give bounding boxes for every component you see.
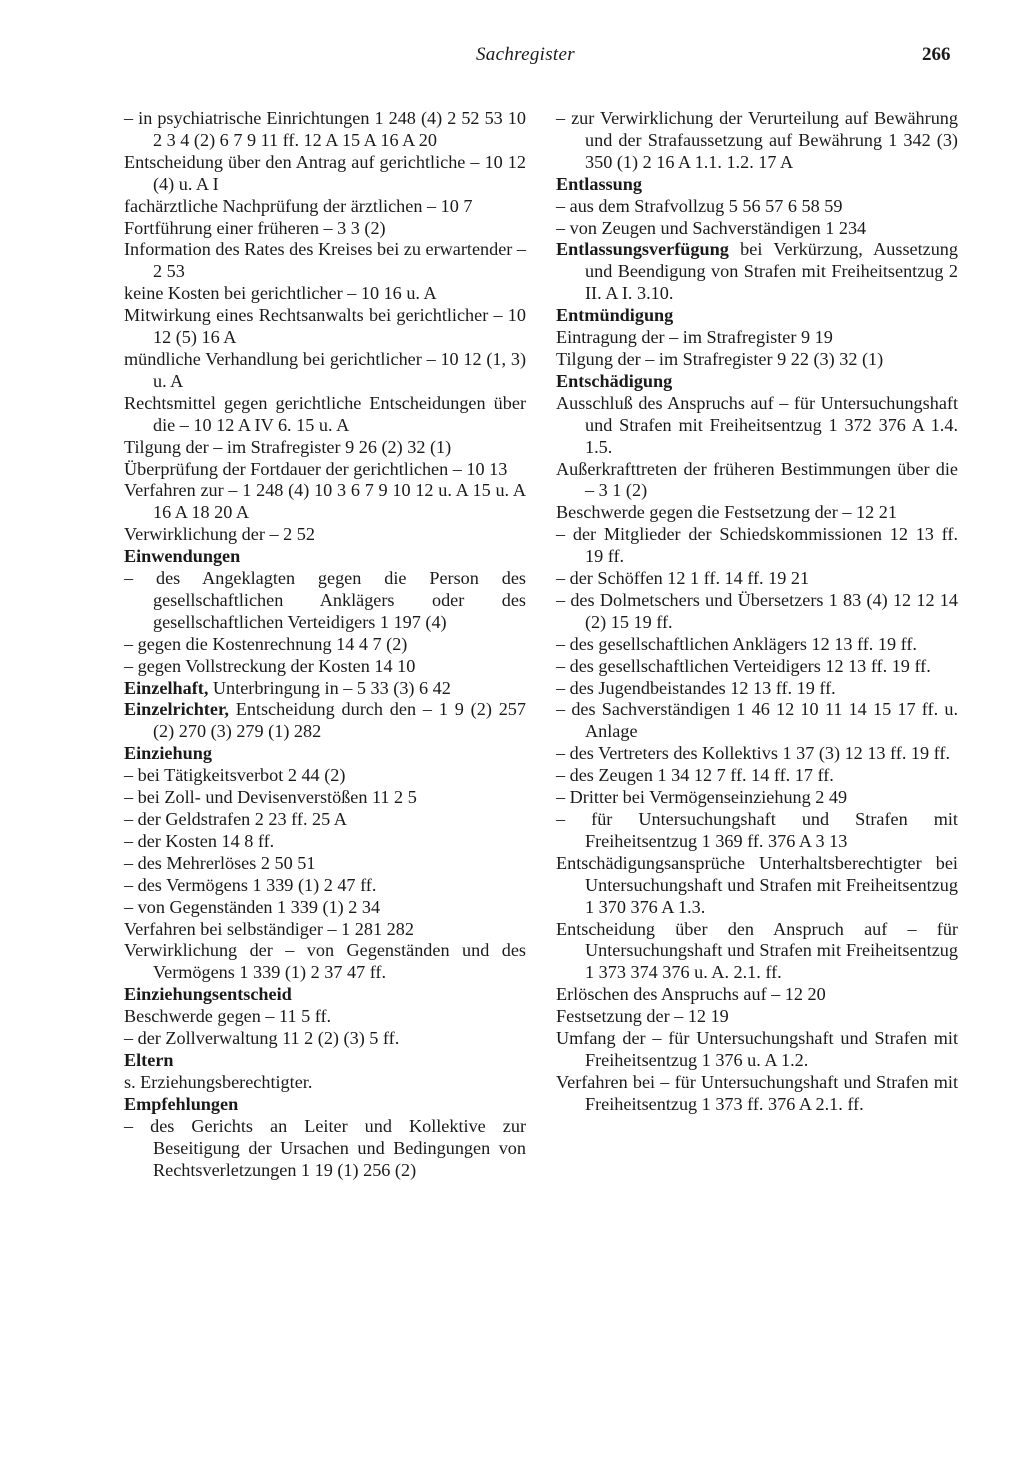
index-subentry: – gegen die Kostenrechnung 14 4 7 (2): [124, 633, 408, 654]
page-number: 266: [922, 44, 951, 65]
index-subentry: – bei Zoll- und Devisenverstößen 11 2 5: [124, 787, 417, 808]
index-entry: Außerkrafttreten der früheren Bestimmungen über die – 3 1 (2): [556, 458, 958, 501]
index-entry: Beschwerde gegen – 11 5 ff.: [124, 1006, 332, 1027]
index-subentry: – des Mehrerlöses 2 50 51: [124, 852, 316, 873]
index-subentry: – des Sachverständigen 1 46 12 10 11 14 15 17 ff. u. Anlage: [556, 699, 958, 742]
index-subentry: – des gesellschaftlichen Anklägers 12 13 ff. 19 ff.: [556, 633, 917, 654]
index-column-right: [556, 108, 958, 1116]
running-title: Sachregister: [476, 44, 575, 65]
index-subentry: – bei Tätigkeitsverbot 2 44 (2): [124, 765, 346, 786]
index-entry: Verfahren bei selbständiger – 1 281 282: [124, 918, 414, 939]
index-subentry: – zur Verwirklichung der Verurteilung auf Bewährung und der Strafaussetzung auf Bewährung 1 342 (3) 350 (1) 2 16 A 1.1. 1.2. 17 A: [556, 108, 958, 172]
index-subentry: – der Zollverwaltung 11 2 (2) (3) 5 ff.: [124, 1028, 400, 1049]
index-entry: [556, 239, 958, 305]
index-entry: Verfahren zur – 1 248 (4) 10 3 6 7 9 10 12 u. A 15 u. A 16 A 18 20 A: [124, 480, 526, 523]
index-subentry: – der Schöffen 12 1 ff. 14 ff. 19 21: [556, 568, 810, 589]
index-entry: Tilgung der – im Strafregister 9 26 (2) 32 (1): [124, 436, 452, 457]
index-subentry: – des Gerichts an Leiter und Kollektive zur Beseitigung der Ursachen und Bedingungen von Rechtsverletzungen 1 19 (1) 256 (2): [124, 1115, 526, 1180]
index-subentry: – von Gegenständen 1 339 (1) 2 34: [124, 896, 381, 917]
index-entry-text: Unterbringung in – 5 33 (3) 6 42: [208, 677, 451, 698]
index-subentry: – der Geldstrafen 2 23 ff. 25 A: [124, 809, 347, 829]
index-heading: Entmündigung: [556, 305, 674, 326]
index-entry: Entscheidung über den Anspruch auf – für Untersuchungshaft und Strafen mit Freiheitsentzug 1 373 374 376 u. A. 2.1. ff.: [556, 918, 958, 983]
index-entry: [124, 678, 526, 700]
index-entry: Verwirklichung der – 2 52: [124, 524, 315, 545]
index-entry: Entschädigungsansprüche Unterhaltsberechtigter bei Untersuchungshaft und Strafen mit Freiheitsentzug 1 370 376 A 1.3.: [556, 852, 958, 917]
index-entry: Verwirklichung der – von Gegenständen und des Vermögens 1 339 (1) 2 37 47 ff.: [124, 940, 526, 983]
index-entry: Fortführung einer früheren – 3 3 (2): [124, 217, 386, 238]
index-entry: mündliche Verhandlung bei gerichtlicher – 10 12 (1, 3) u. A: [124, 348, 526, 391]
index-heading: Eltern: [124, 1049, 174, 1070]
index-subentry: – für Untersuchungshaft und Strafen mit Freiheitsentzug 1 369 ff. 376 A 3 13: [556, 809, 958, 851]
index-entry: Information des Rates des Kreises bei zu erwartender – 2 53: [124, 239, 526, 282]
index-entry: fachärztliche Nachprüfung der ärztlichen – 10 7: [124, 195, 473, 216]
index-heading: Einziehungsentscheid: [124, 984, 292, 1005]
index-subentry: – des gesellschaftlichen Verteidigers 12 13 ff. 19 ff.: [556, 655, 931, 676]
index-entry: keine Kosten bei gerichtlicher – 10 16 u. A: [124, 283, 437, 304]
index-subentry: – Dritter bei Vermögenseinziehung 2 49: [556, 787, 848, 808]
index-heading: Einziehung: [124, 743, 212, 764]
index-heading: Entlassung: [556, 173, 642, 194]
index-entry: Erlöschen des Anspruchs auf – 12 20: [556, 984, 826, 1005]
index-entry-text: Entscheidung durch den – 1 9 (2) 257 (2) 270 (3) 279 (1) 282: [153, 699, 526, 742]
index-subentry: – des Dolmetschers und Übersetzers 1 83 (4) 12 12 14 (2) 15 19 ff.: [556, 589, 958, 632]
index-heading: Einzelrichter,: [124, 699, 229, 720]
index-subentry: – aus dem Strafvollzug 5 56 57 6 58 59: [556, 195, 843, 216]
index-entry: Rechtsmittel gegen gerichtliche Entscheidungen über die – 10 12 A IV 6. 15 u. A: [124, 392, 526, 435]
index-subentry: – gegen Vollstreckung der Kosten 14 10: [124, 655, 416, 676]
index-entry: Eintragung der – im Strafregister 9 19: [556, 327, 833, 348]
index-entry-text: bei Verkürzung, Aussetzung und Beendigung von Strafen mit Freiheitsentzug 2 II. A I. 3.10.: [585, 239, 958, 304]
index-subentry: – des Jugendbeistandes 12 13 ff. 19 ff.: [556, 677, 836, 698]
index-entry: Mitwirkung eines Rechtsanwalts bei gerichtlicher – 10 12 (5) 16 A: [124, 305, 526, 348]
index-entry: Verfahren bei – für Untersuchungshaft und Strafen mit Freiheitsentzug 1 373 ff. 376 A 2.1. ff.: [556, 1071, 958, 1114]
index-entry: Tilgung der – im Strafregister 9 22 (3) 32 (1): [556, 348, 884, 369]
index-subentry: – der Mitglieder der Schiedskommissionen 12 13 ff. 19 ff.: [556, 524, 958, 567]
index-subentry: – der Kosten 14 8 ff.: [124, 830, 275, 851]
index-entry: Entscheidung über den Antrag auf gerichtliche – 10 12 (4) u. A I: [124, 151, 526, 194]
index-subentry: – des Angeklagten gegen die Person des gesellschaftlichen Anklägers oder des gesellschaftlichen Verteidigers 1 197 (4): [124, 568, 526, 632]
index-entry: Überprüfung der Fortdauer der gerichtlichen – 10 13: [124, 458, 508, 479]
index-heading: Einzelhaft,: [124, 677, 209, 698]
index-subentry: – des Zeugen 1 34 12 7 ff. 14 ff. 17 ff.: [556, 765, 834, 786]
index-subentry: – des Vertreters des Kollektivs 1 37 (3) 12 13 ff. 19 ff.: [556, 743, 950, 764]
index-column-left: [124, 108, 526, 1181]
index-heading: Entschädigung: [556, 370, 673, 391]
index-subentry: – in psychiatrische Einrichtungen 1 248 (4) 2 52 53 10 2 3 4 (2) 6 7 9 11 ff. 12 A 15 A 16 A 20: [124, 108, 526, 150]
index-entry: [124, 699, 526, 743]
index-entry: Umfang der – für Untersuchungshaft und Strafen mit Freiheitsentzug 1 376 u. A 1.2.: [556, 1028, 958, 1070]
index-entry: s. Erziehungsberechtigter.: [124, 1071, 313, 1092]
index-heading: Einwendungen: [124, 546, 241, 567]
index-subentry: – von Zeugen und Sachverständigen 1 234: [556, 217, 867, 238]
index-heading: Empfehlungen: [124, 1093, 239, 1114]
index-subentry: – des Vermögens 1 339 (1) 2 47 ff.: [124, 874, 377, 895]
index-entry: Beschwerde gegen die Festsetzung der – 12 21: [556, 502, 897, 523]
index-entry: Ausschluß des Anspruchs auf – für Untersuchungshaft und Strafen mit Freiheitsentzug 1 372 376 A 1.4. 1.5.: [556, 392, 958, 457]
index-entry: Festsetzung der – 12 19: [556, 1006, 729, 1027]
index-heading: Entlassungsverfügung: [556, 239, 729, 260]
